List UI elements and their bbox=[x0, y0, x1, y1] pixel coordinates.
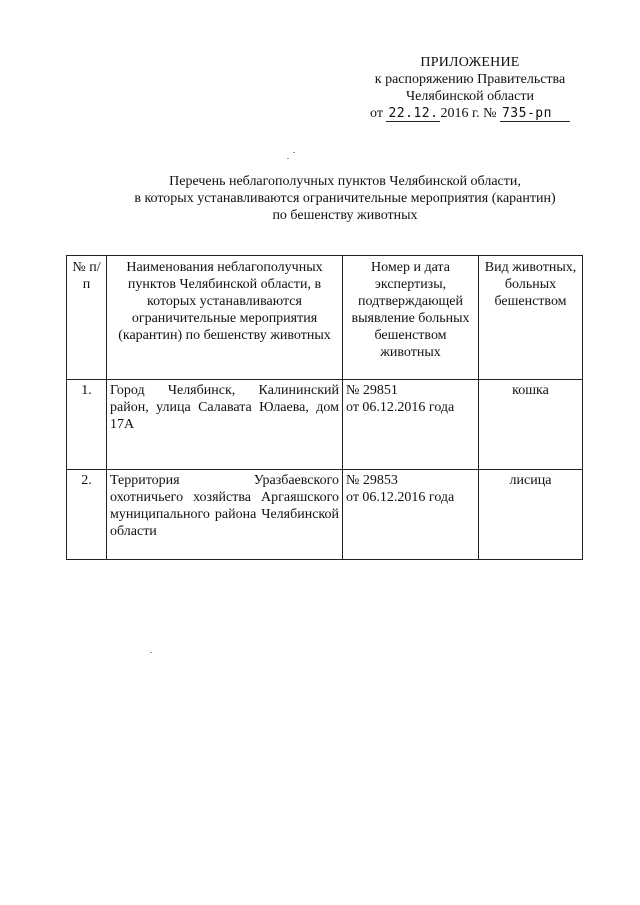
scan-speck bbox=[287, 158, 289, 159]
row-location-name: Территория Уразбаевского охотничьего хозяйства Аргаяшского муниципального района Челябинской области bbox=[107, 470, 343, 560]
row-location-name: Город Челябинск, Калининский район, улица Салавата Юлаева, дом 17А bbox=[107, 380, 343, 470]
expertise-number: № 29853 bbox=[346, 473, 398, 488]
table-header-row bbox=[67, 256, 583, 380]
row-animal: лисица bbox=[479, 470, 583, 560]
appendix-line-1: к распоряжению Правительства bbox=[374, 72, 566, 87]
appendix-block bbox=[340, 54, 600, 122]
quarantine-table bbox=[66, 255, 583, 560]
title-line-1: Перечень неблагополучных пунктов Челябинской области, bbox=[169, 174, 521, 189]
row-expertise bbox=[343, 380, 479, 470]
order-prefix: от bbox=[370, 106, 383, 121]
table-row bbox=[67, 380, 583, 470]
order-year: 2016 г. № bbox=[440, 106, 497, 121]
order-number-handwritten: 735-рп bbox=[500, 107, 570, 122]
row-number: 2. bbox=[67, 470, 107, 560]
document-title bbox=[80, 173, 610, 224]
expertise-date: от 06.12.2016 года bbox=[346, 400, 455, 415]
scan-speck bbox=[150, 652, 152, 653]
table-row bbox=[67, 470, 583, 560]
row-animal: кошка bbox=[479, 380, 583, 470]
title-line-2: в которых устанавливаются ограничительные мероприятия (карантин) bbox=[134, 191, 556, 206]
scan-speck bbox=[293, 152, 295, 153]
appendix-line-2: Челябинской области bbox=[406, 89, 534, 104]
appendix-heading: ПРИЛОЖЕНИЕ bbox=[420, 55, 520, 70]
order-reference bbox=[340, 105, 600, 122]
row-expertise bbox=[343, 470, 479, 560]
expertise-number: № 29851 bbox=[346, 383, 398, 398]
expertise-date: от 06.12.2016 года bbox=[346, 490, 455, 505]
row-number: 1. bbox=[67, 380, 107, 470]
title-line-3: по бешенству животных bbox=[272, 208, 418, 223]
header-location-name: Наименования неблагополучных пунктов Челябинской области, в которых устанавливаются ограничительные мероприятия (карантин) по бешенству животных bbox=[107, 256, 343, 380]
header-number: № п/п bbox=[67, 256, 107, 380]
header-expertise: Номер и дата экспертизы, подтверждающей выявление больных бешенством животных bbox=[343, 256, 479, 380]
order-date-handwritten: 22.12. bbox=[388, 106, 439, 121]
header-animal-kind: Вид животных, больных бешенством bbox=[479, 256, 583, 380]
